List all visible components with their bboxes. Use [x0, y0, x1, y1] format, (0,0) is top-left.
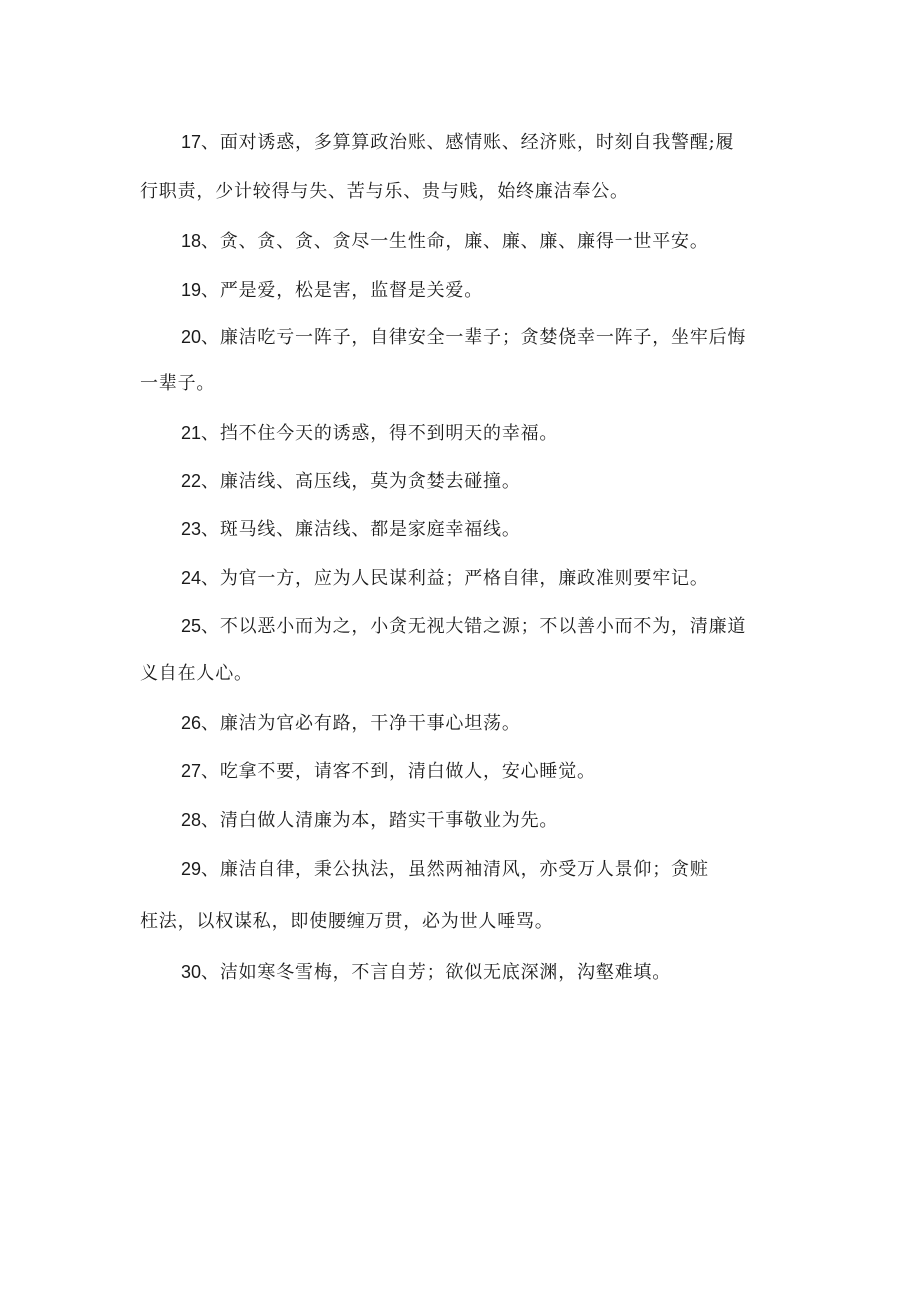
item-23-line-1: [0, 517, 920, 542]
item-number: 30: [181, 962, 202, 982]
item-number: 26: [181, 713, 202, 733]
item-text: 、面对诱惑，多算算政治账、感情账、经济账，时刻自我警醒;履: [201, 132, 735, 153]
item-25-line-2: [0, 662, 920, 686]
item-25-line-1: [0, 614, 920, 639]
item-27-line-1: [0, 759, 920, 784]
item-text: 、清白做人清廉为本，踏实干事敬业为先。: [201, 810, 559, 831]
item-text: 、廉洁自律，秉公执法，虽然两袖清风，亦受万人景仰；贪赃: [201, 859, 709, 880]
item-26-line-1: [0, 711, 920, 736]
item-text: 、贪、贪、贪、贪尽一生性命，廉、廉、廉、廉得一世平安。: [201, 231, 709, 252]
item-text: 、廉洁为官必有路，干净干事心坦荡。: [201, 713, 521, 734]
item-number: 24: [181, 568, 202, 588]
item-20-line-1: [0, 325, 920, 350]
item-text: 、不以恶小而为之，小贪无视大错之源；不以善小而不为，清廉道: [201, 616, 747, 637]
item-number: 20: [181, 327, 202, 347]
item-20-line-2: [0, 372, 920, 396]
item-number: 22: [181, 471, 202, 491]
item-text: 、洁如寒冬雪梅，不言自芳；欲似无底深渊，沟壑难填。: [201, 962, 672, 983]
item-24-line-1: [0, 566, 920, 591]
item-text: 行职责，少计较得与失、苦与乐、贵与贱，始终廉洁奉公。: [140, 181, 629, 202]
item-19-line-1: [0, 278, 920, 303]
item-text: 、吃拿不要，请客不到，清白做人，安心睡觉。: [201, 761, 596, 782]
item-21-line-1: [0, 421, 920, 446]
item-28-line-1: [0, 808, 920, 833]
item-number: 18: [181, 231, 202, 251]
item-text: 义自在人心。: [140, 663, 253, 684]
item-number: 27: [181, 761, 202, 781]
item-17-line-1: [0, 130, 920, 155]
item-text: 、廉洁线、高压线，莫为贪婪去碰撞。: [201, 471, 521, 492]
item-text: 枉法，以权谋私，即使腰缠万贯，必为世人唾骂。: [140, 911, 554, 932]
item-number: 19: [181, 280, 202, 300]
item-18-line-1: [0, 229, 920, 254]
item-29-line-2: [0, 910, 920, 934]
item-text: 、严是爱，松是害，监督是关爱。: [201, 280, 484, 301]
item-text: 一辈子。: [140, 373, 216, 394]
item-number: 28: [181, 810, 202, 830]
item-number: 25: [181, 616, 202, 636]
item-text: 、廉洁吃亏一阵子，自律安全一辈子；贪婪侥幸一阵子，坐牢后悔: [201, 327, 747, 348]
item-30-line-1: [0, 960, 920, 985]
item-text: 、斑马线、廉洁线、都是家庭幸福线。: [201, 519, 521, 540]
item-29-line-1: [0, 857, 920, 882]
item-22-line-1: [0, 469, 920, 494]
item-number: 29: [181, 859, 202, 879]
item-number: 21: [181, 423, 202, 443]
item-number: 17: [181, 132, 202, 152]
item-17-line-2: [0, 180, 920, 204]
item-text: 、挡不住今天的诱惑，得不到明天的幸福。: [201, 423, 559, 444]
item-text: 、为官一方，应为人民谋利益；严格自律，廉政准则要牢记。: [201, 568, 709, 589]
item-number: 23: [181, 519, 202, 539]
